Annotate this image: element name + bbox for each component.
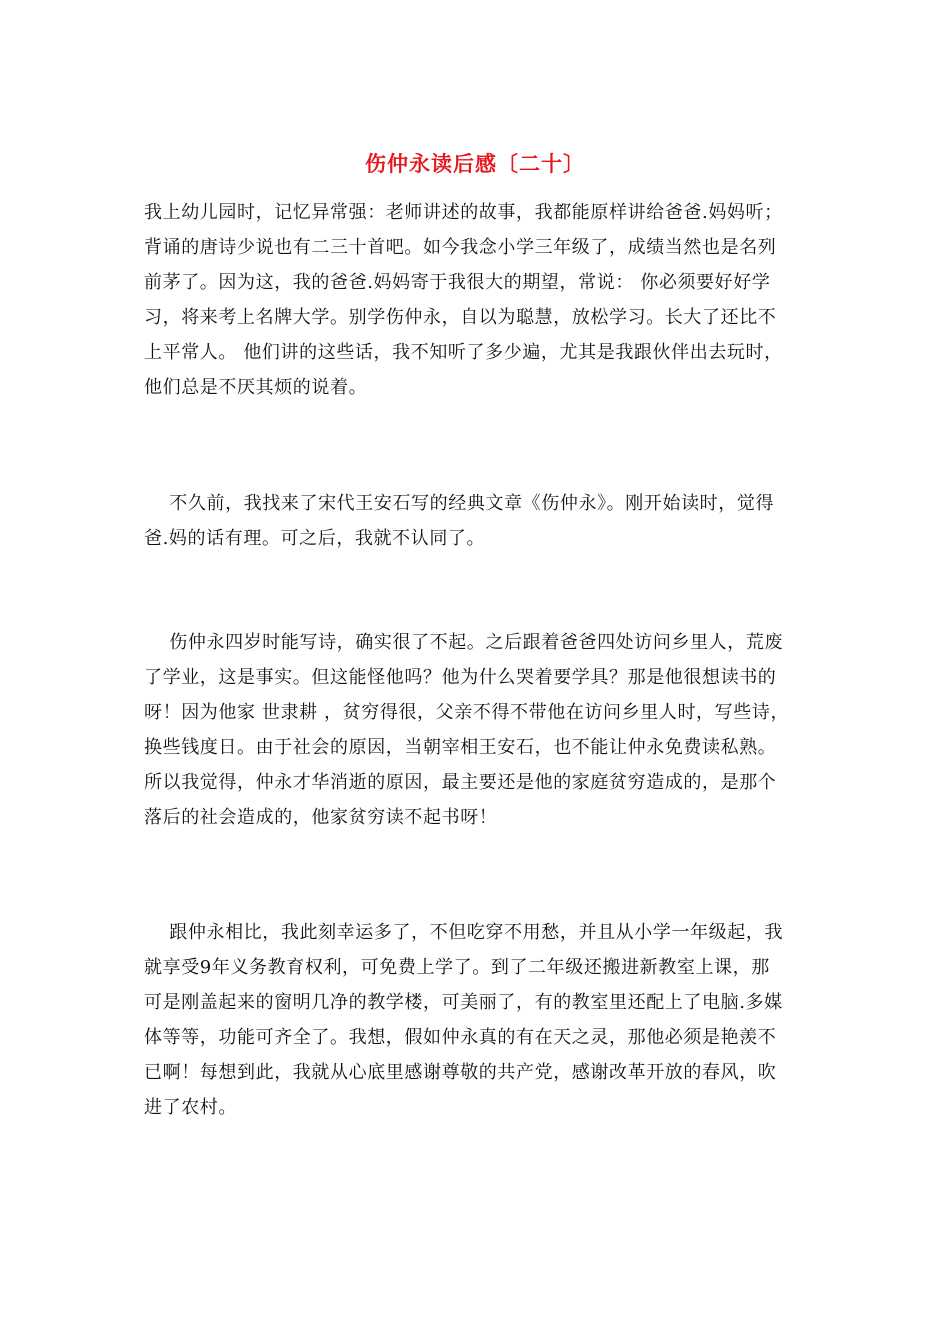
paragraph-line: 不久前，我找来了宋代王安石写的经典文章《伤仲永》。刚开始读时，觉得: [144, 493, 775, 514]
paragraph-3: [144, 625, 808, 835]
paragraph-line: 习，将来考上名牌大学。别学伤仲永，自以为聪慧，放松学习。长大了还比不: [144, 307, 777, 328]
paragraph-4: [144, 915, 808, 1125]
paragraph-line: 跟仲永相比，我此刻幸运多了，不但吃穿不用愁，并且从小学一年级起，我: [144, 922, 784, 943]
paragraph-line: 可是刚盖起来的窗明几净的教学楼，可美丽了，有的教室里还配上了电脑.多媒: [144, 992, 783, 1013]
document-title: 伤仲永读后感〔二十〕: [365, 151, 585, 176]
paragraph-line: 他们总是不厌其烦的说着。: [144, 377, 368, 398]
paragraph-line: 前茅了。因为这，我的爸爸.妈妈寄于我很大的期望，常说： 你必须要好好学: [144, 272, 771, 293]
paragraph-line: 落后的社会造成的，他家贫穷读不起书呀！: [144, 807, 498, 828]
paragraph-line: 就享受9年义务教育权利，可免费上学了。到了二年级还搬进新教室上课，那: [144, 957, 770, 978]
paragraph-line: 已啊！每想到此，我就从心底里感谢尊敬的共产党，感谢改革开放的春风，吹: [144, 1062, 777, 1083]
paragraph-line: 呀！因为他家 世隶耕 ，贫穷得很，父亲不得不带他在访问乡里人时，写些诗，: [144, 702, 790, 723]
paragraph-line: 体等等，功能可齐全了。我想，假如仲永真的有在天之灵，那他必须是艳羡不: [144, 1027, 777, 1048]
paragraph-1: [144, 195, 808, 405]
paragraph-line: 上平常人。 他们讲的这些话，我不知听了多少遍，尤其是我跟伙伴出去玩时，: [144, 342, 783, 363]
paragraph-2: [144, 486, 808, 556]
paragraph-line: 爸.妈的话有理。可之后，我就不认同了。: [144, 528, 486, 549]
paragraph-line: 了学业，这是事实。但这能怪他吗？他为什么哭着要学具？那是他很想读书的: [144, 667, 777, 688]
paragraph-line: 我上幼儿园时，记忆异常强：老师讲述的故事，我都能原样讲给爸爸.妈妈听；: [144, 202, 783, 223]
paragraph-line: 所以我觉得，仲永才华消逝的原因，最主要还是他的家庭贫穷造成的，是那个: [144, 772, 777, 793]
paragraph-line: 背诵的唐诗少说也有二三十首吧。如今我念小学三年级了，成绩当然也是名列: [144, 237, 777, 258]
paragraph-line: 伤仲永四岁时能写诗，确实很了不起。之后跟着爸爸四处访问乡里人，荒废: [144, 632, 784, 653]
paragraph-line: 进了农村。: [144, 1097, 237, 1118]
paragraph-line: 换些钱度日。由于社会的原因，当朝宰相王安石，也不能让仲永免费读私熟。: [144, 737, 777, 758]
